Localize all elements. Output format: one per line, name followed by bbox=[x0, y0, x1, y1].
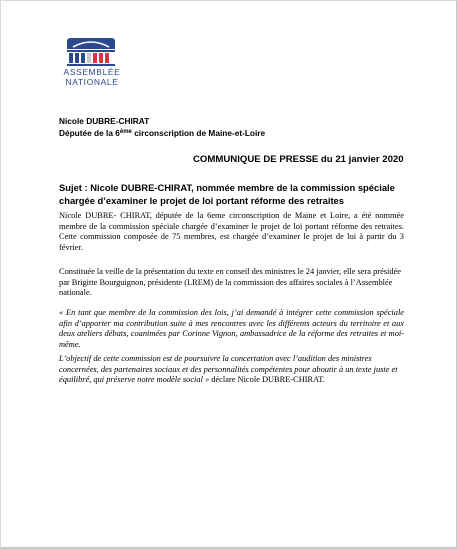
sender-block bbox=[59, 115, 265, 139]
paragraph-1: Nicole DUBRE- CHIRAT, députée de la 6eme circonscription de Maine et Loire, a été nommée membre de la commission spéciale chargée d’examiner le projet de loi portant réforme des retraites. Cette commission composée de 75 membres, est chargée d’examiner le projet de loi à partir du 3 février. bbox=[59, 211, 404, 252]
logo-line-2: NATIONALE bbox=[65, 77, 119, 87]
sender-title-suffix: circonscription de Maine-et-Loire bbox=[131, 128, 266, 138]
paragraph-3-quote: « En tant que membre de la commission des lois, j’ai demandé à intégrer cette commission spéciale afin d’apporter ma contribution suite à mes rencontres avec les différents acteurs du territoire et aux deux ateliers débats, coanimées par Corinne Vignon, ambassadrice de la réforme des retraites et moi-même. bbox=[59, 308, 404, 349]
sender-title-prefix: Députée de la 6 bbox=[59, 128, 120, 138]
sender-name: Nicole DUBRE-CHIRAT bbox=[59, 116, 150, 126]
sender-title-sup: ème bbox=[119, 129, 132, 135]
assemblee-nationale-logo bbox=[59, 35, 123, 97]
subject-line: Sujet : Nicole DUBRE-CHIRAT, nommée membre de la commission spéciale chargée d’examiner le projet de loi portant réforme des retraites bbox=[59, 182, 395, 206]
press-release-title: COMMUNIQUE DE PRESSE du 21 janvier 2020 bbox=[193, 154, 404, 165]
logo-line-1: ASSEMBLÉE bbox=[63, 67, 121, 77]
sender-title bbox=[59, 127, 265, 139]
paragraph-4 bbox=[59, 354, 404, 386]
paragraph-4-attribution: déclare Nicole DUBRE-CHIRAT. bbox=[209, 375, 325, 385]
logo-text bbox=[59, 67, 125, 87]
paragraph-2: Constituée la veille de la présentation du texte en conseil des ministres le 24 janvier, elle sera présidée par Brigitte Bourguignon, présidente (LREM) de la commission des affaires sociales à l’Assemblée nationale. bbox=[59, 267, 401, 298]
paragraph-4-quote: L’objectif de cette commission est de poursuivre la concertation avec l’audition des ministres concernées, des partenaires sociaux et des personnalités compétentes pour aboutir à un texte juste et équilibré, qui préserve notre modèle social » bbox=[59, 354, 398, 385]
